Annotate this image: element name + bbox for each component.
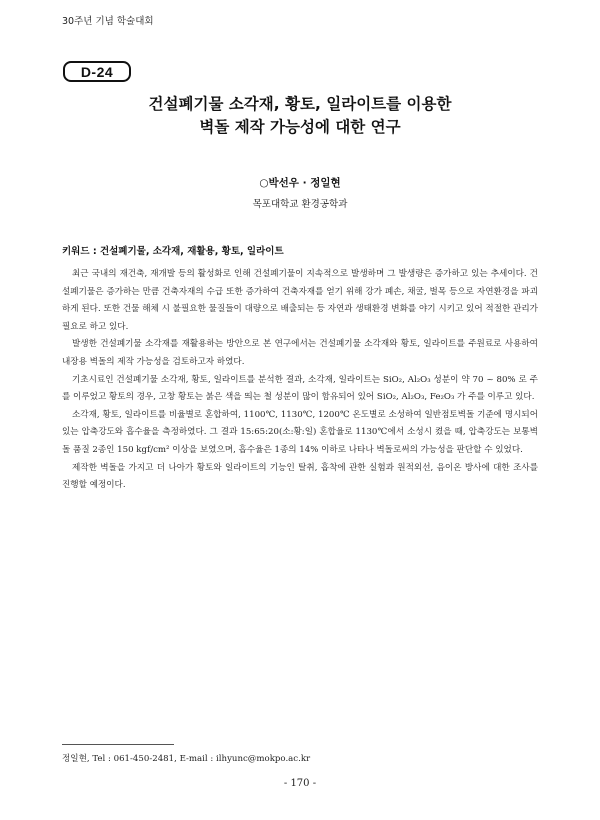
footnote-divider bbox=[62, 744, 174, 745]
paper-code-badge bbox=[63, 61, 131, 82]
page-number: - 170 - bbox=[283, 778, 317, 789]
paper-title bbox=[62, 93, 538, 139]
paragraph: 최근 국내의 재건축, 재개발 등의 활성화로 인해 건설폐기물이 지속적으로 발생하며 그 발생량은 증가하고 있는 추세이다. 건설폐기물은 증가하는 만큼 건축자재의 수급 또한 증가하여 건축자재를 얻기 위해 강가 폐손, 채굴, 벌목 등으로 자연환경을 파괴하게 된다. 또한 건물 해체 시 불필요한 물질들이 대량으로 배출되는 등 자연과 생태환경 변화를 야기 시키고 있어 적절한 관리가 필요로 하고 있다. bbox=[62, 269, 538, 332]
footnote-contact: 정일현, Tel : 061-450-2481, E-mail : ilhyunc@mokpo.ac.kr bbox=[62, 754, 311, 764]
paper-code: D-24 bbox=[80, 63, 114, 80]
authors: ○박선우 · 정일현 bbox=[259, 177, 341, 189]
title-line-1: 건설폐기물 소각재, 황토, 일라이트를 이용한 bbox=[148, 95, 452, 113]
title-line-2: 벽돌 제작 가능성에 대한 연구 bbox=[199, 118, 401, 136]
conference-header: 30주년 기념 학술대회 bbox=[62, 16, 154, 27]
affiliation: 목포대학교 환경공학과 bbox=[252, 199, 348, 210]
paragraph: 제작한 벽돌을 가지고 더 나아가 황토와 일라이트의 기능인 탈취, 흡착에 관한 실험과 원적외선, 음이온 방사에 대한 조사를 진행할 예정이다. bbox=[62, 462, 538, 491]
abstract-body bbox=[62, 266, 538, 495]
keywords: 키워드 : 건설폐기물, 소각재, 재활용, 황토, 일라이트 bbox=[62, 246, 284, 257]
paragraph: 소각재, 황토, 일라이트를 비율별로 혼합하여, 1100℃, 1130℃, 1200℃ 온도별로 소성하여 일반점토벽돌 기준에 명시되어 있는 압축강도와 흡수율을 측정하였다. 그 결과 15:65:20(소:황:일) 혼합율로 1130℃에서 소성시 켰을 때, 압축강도는 보통벽돌 품질 2종인 150 kgf/cm² 이상을 보였으며, 흡수율은 1종의 14% 이하로 나타나 벽돌로써의 가능성을 판단할 수 있었다. bbox=[62, 409, 538, 455]
paragraph: 발생한 건설폐기물 소각재를 재활용하는 방안으로 본 연구에서는 건설폐기물 소각재와 황토, 일라이트를 주원료로 사용하여 내장용 벽돌의 제작 가능성을 검토하고자 하였다. bbox=[62, 339, 538, 367]
paragraph: 기초시료인 건설폐기물 소각재, 황토, 일라이트를 분석한 결과, 소각재, 일라이트는 SiO₂, Al₂O₃ 성분이 약 70 ~ 80% 로 주를 이루었고 황토의 경우, 고창 황토는 붉은 색을 띄는 철 성분이 많이 함유되어 있어 SiO₂, Al₂O₃, Fe₂O₃ 가 주를 이루고 있다. bbox=[62, 374, 538, 403]
